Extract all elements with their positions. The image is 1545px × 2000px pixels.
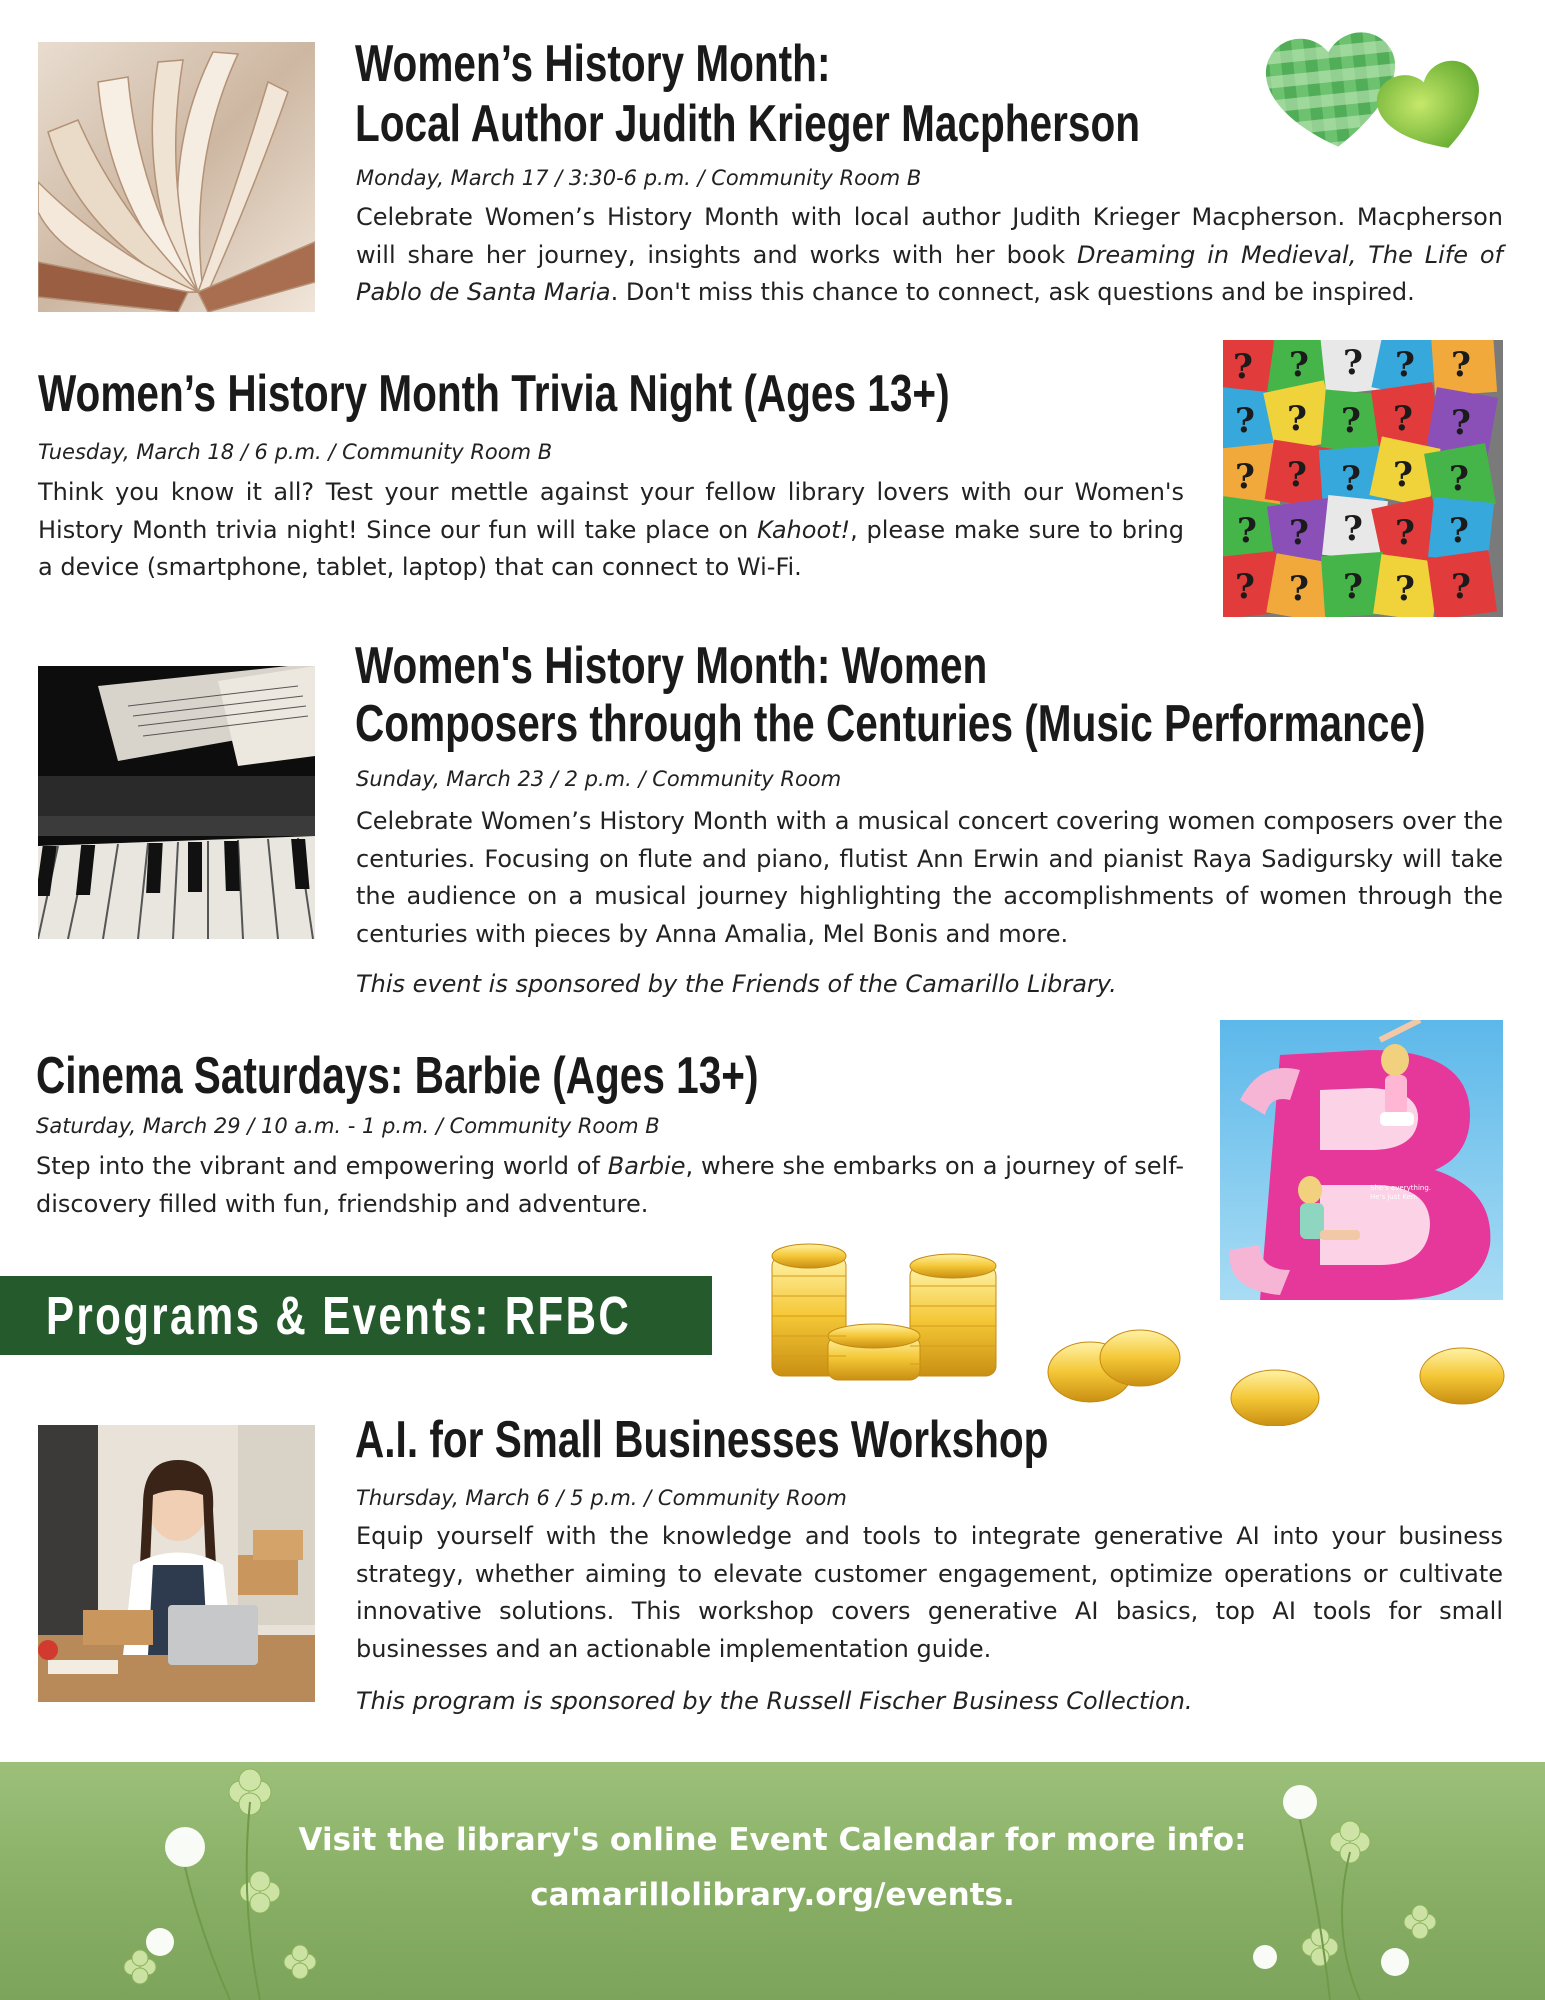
svg-text:?: ? <box>1449 511 1469 551</box>
event-description-text-end: . Don't miss this chance to connect, ask questions and be inspired. <box>610 278 1415 306</box>
section-banner <box>0 1276 712 1355</box>
svg-text:?: ? <box>1343 343 1363 383</box>
svg-text:?: ? <box>1235 567 1255 607</box>
event-description: Equip yourself with the knowledge and tools to integrate generative AI into your business strategy, whether aiming to elevate customer engagement, optimize operations or cultivate innovative solutions. This workshop covers generative AI basics, top AI tools for small businesses and an actionable implementation guide. <box>356 1522 1503 1663</box>
event-meta: Sunday, March 23 / 2 p.m. / Community Room <box>356 767 842 791</box>
event-description-text: Think you know it all? Test your mettle against your fellow library lovers with our Women's History Month trivia night! Since our fun will take place on <box>38 478 1184 544</box>
svg-text:?: ? <box>1451 403 1471 443</box>
event-description: Celebrate Women’s History Month with a musical concert covering women composers over the centuries. Focusing on flute and piano, flutist Ann Erwin and pianist Raya Sadigursky will take the audience on a musical journey highlighting the accomplishments of women through the centuries with pieces by Anna Amalia, Mel Bonis and more. <box>356 807 1503 948</box>
event-title <box>355 34 1140 154</box>
event-title: Cinema Saturdays: Barbie (Ages 13+) <box>36 1047 759 1105</box>
gold-coins-decoration <box>760 1236 1510 1426</box>
svg-text:?: ? <box>1451 567 1471 607</box>
svg-text:?: ? <box>1395 513 1415 553</box>
svg-text:?: ? <box>1393 399 1413 439</box>
svg-text:?: ? <box>1343 509 1363 549</box>
event-description <box>38 474 1184 587</box>
event-title <box>355 637 1426 753</box>
event-description-text: Celebrate Women’s History Month with local author Judith Krieger Macpherson. Macpherson will share her journey, insights and works with her book <box>356 203 1503 269</box>
footer-banner <box>0 1762 1545 2000</box>
svg-text:?: ? <box>1395 345 1415 385</box>
svg-text:?: ? <box>1289 513 1309 553</box>
event-description-text-end: , please make sure to bring a device (smartphone, tablet, laptop) that can connect to Wi-Fi. <box>38 515 1184 581</box>
section-banner-label: Programs & Events: RFBC <box>46 1286 632 1346</box>
event-title: Women’s History Month Trivia Night (Ages 13+) <box>38 365 950 423</box>
event-meta: Tuesday, March 18 / 6 p.m. / Community Room B <box>38 440 553 464</box>
svg-text:?: ? <box>1393 455 1413 495</box>
piano-image <box>38 666 315 939</box>
poster-tagline-2: He's just Ken. <box>1370 1193 1418 1201</box>
movie-title: Barbie <box>607 1152 686 1180</box>
svg-text:?: ? <box>1287 399 1307 439</box>
svg-text:?: ? <box>1449 459 1469 499</box>
event-description <box>36 1148 1184 1223</box>
svg-text:?: ? <box>1287 455 1307 495</box>
svg-text:?: ? <box>1451 345 1471 385</box>
event-title: A.I. for Small Businesses Workshop <box>355 1411 1049 1469</box>
book-image <box>38 42 315 312</box>
svg-text:?: ? <box>1395 569 1415 609</box>
event-description-text: Step into the vibrant and empowering world of <box>36 1152 608 1180</box>
footer-url[interactable]: camarillolibrary.org/events. <box>530 1877 1015 1913</box>
app-name: Kahoot! <box>756 515 851 544</box>
svg-text:?: ? <box>1341 459 1361 499</box>
event-title-line1: Women’s History Month: <box>355 35 831 93</box>
svg-text:?: ? <box>1233 347 1253 387</box>
event-meta: Monday, March 17 / 3:30-6 p.m. / Community Room B <box>356 166 922 190</box>
event-sponsor: This event is sponsored by the Friends of the Camarillo Library. <box>356 970 1117 998</box>
svg-text:?: ? <box>1289 569 1309 609</box>
book-title: Dreaming in Medieval, The Life of Pablo de Santa Maria <box>356 240 1503 306</box>
svg-text:?: ? <box>1235 401 1255 441</box>
svg-text:?: ? <box>1343 567 1363 607</box>
event-meta: Thursday, March 6 / 5 p.m. / Community Room <box>356 1486 847 1510</box>
event-title-line1: Women's History Month: Women <box>355 637 988 695</box>
hearts-decoration <box>1260 22 1505 157</box>
event-description-text-end: , where she embarks on a journey of self-discovery filled with fun, friendship and adventure. <box>36 1152 1184 1218</box>
event-sponsor: This program is sponsored by the Russell Fischer Business Collection. <box>356 1687 1193 1715</box>
question-marks-image <box>1223 340 1503 617</box>
event-description <box>356 199 1503 312</box>
svg-text:?: ? <box>1237 511 1257 551</box>
event-title-line2: Composers through the Centuries (Music Performance) <box>355 695 1426 753</box>
event-title-line2: Local Author Judith Krieger Macpherson <box>355 95 1141 153</box>
businesswoman-image <box>38 1425 315 1702</box>
svg-text:?: ? <box>1235 457 1255 497</box>
poster-tagline-1: She's everything. <box>1370 1184 1431 1192</box>
footer-line1: Visit the library's online Event Calendar for more info: <box>298 1822 1247 1858</box>
svg-text:?: ? <box>1341 401 1361 441</box>
event-meta: Saturday, March 29 / 10 a.m. - 1 p.m. / Community Room B <box>36 1114 660 1138</box>
svg-text:?: ? <box>1289 345 1309 385</box>
